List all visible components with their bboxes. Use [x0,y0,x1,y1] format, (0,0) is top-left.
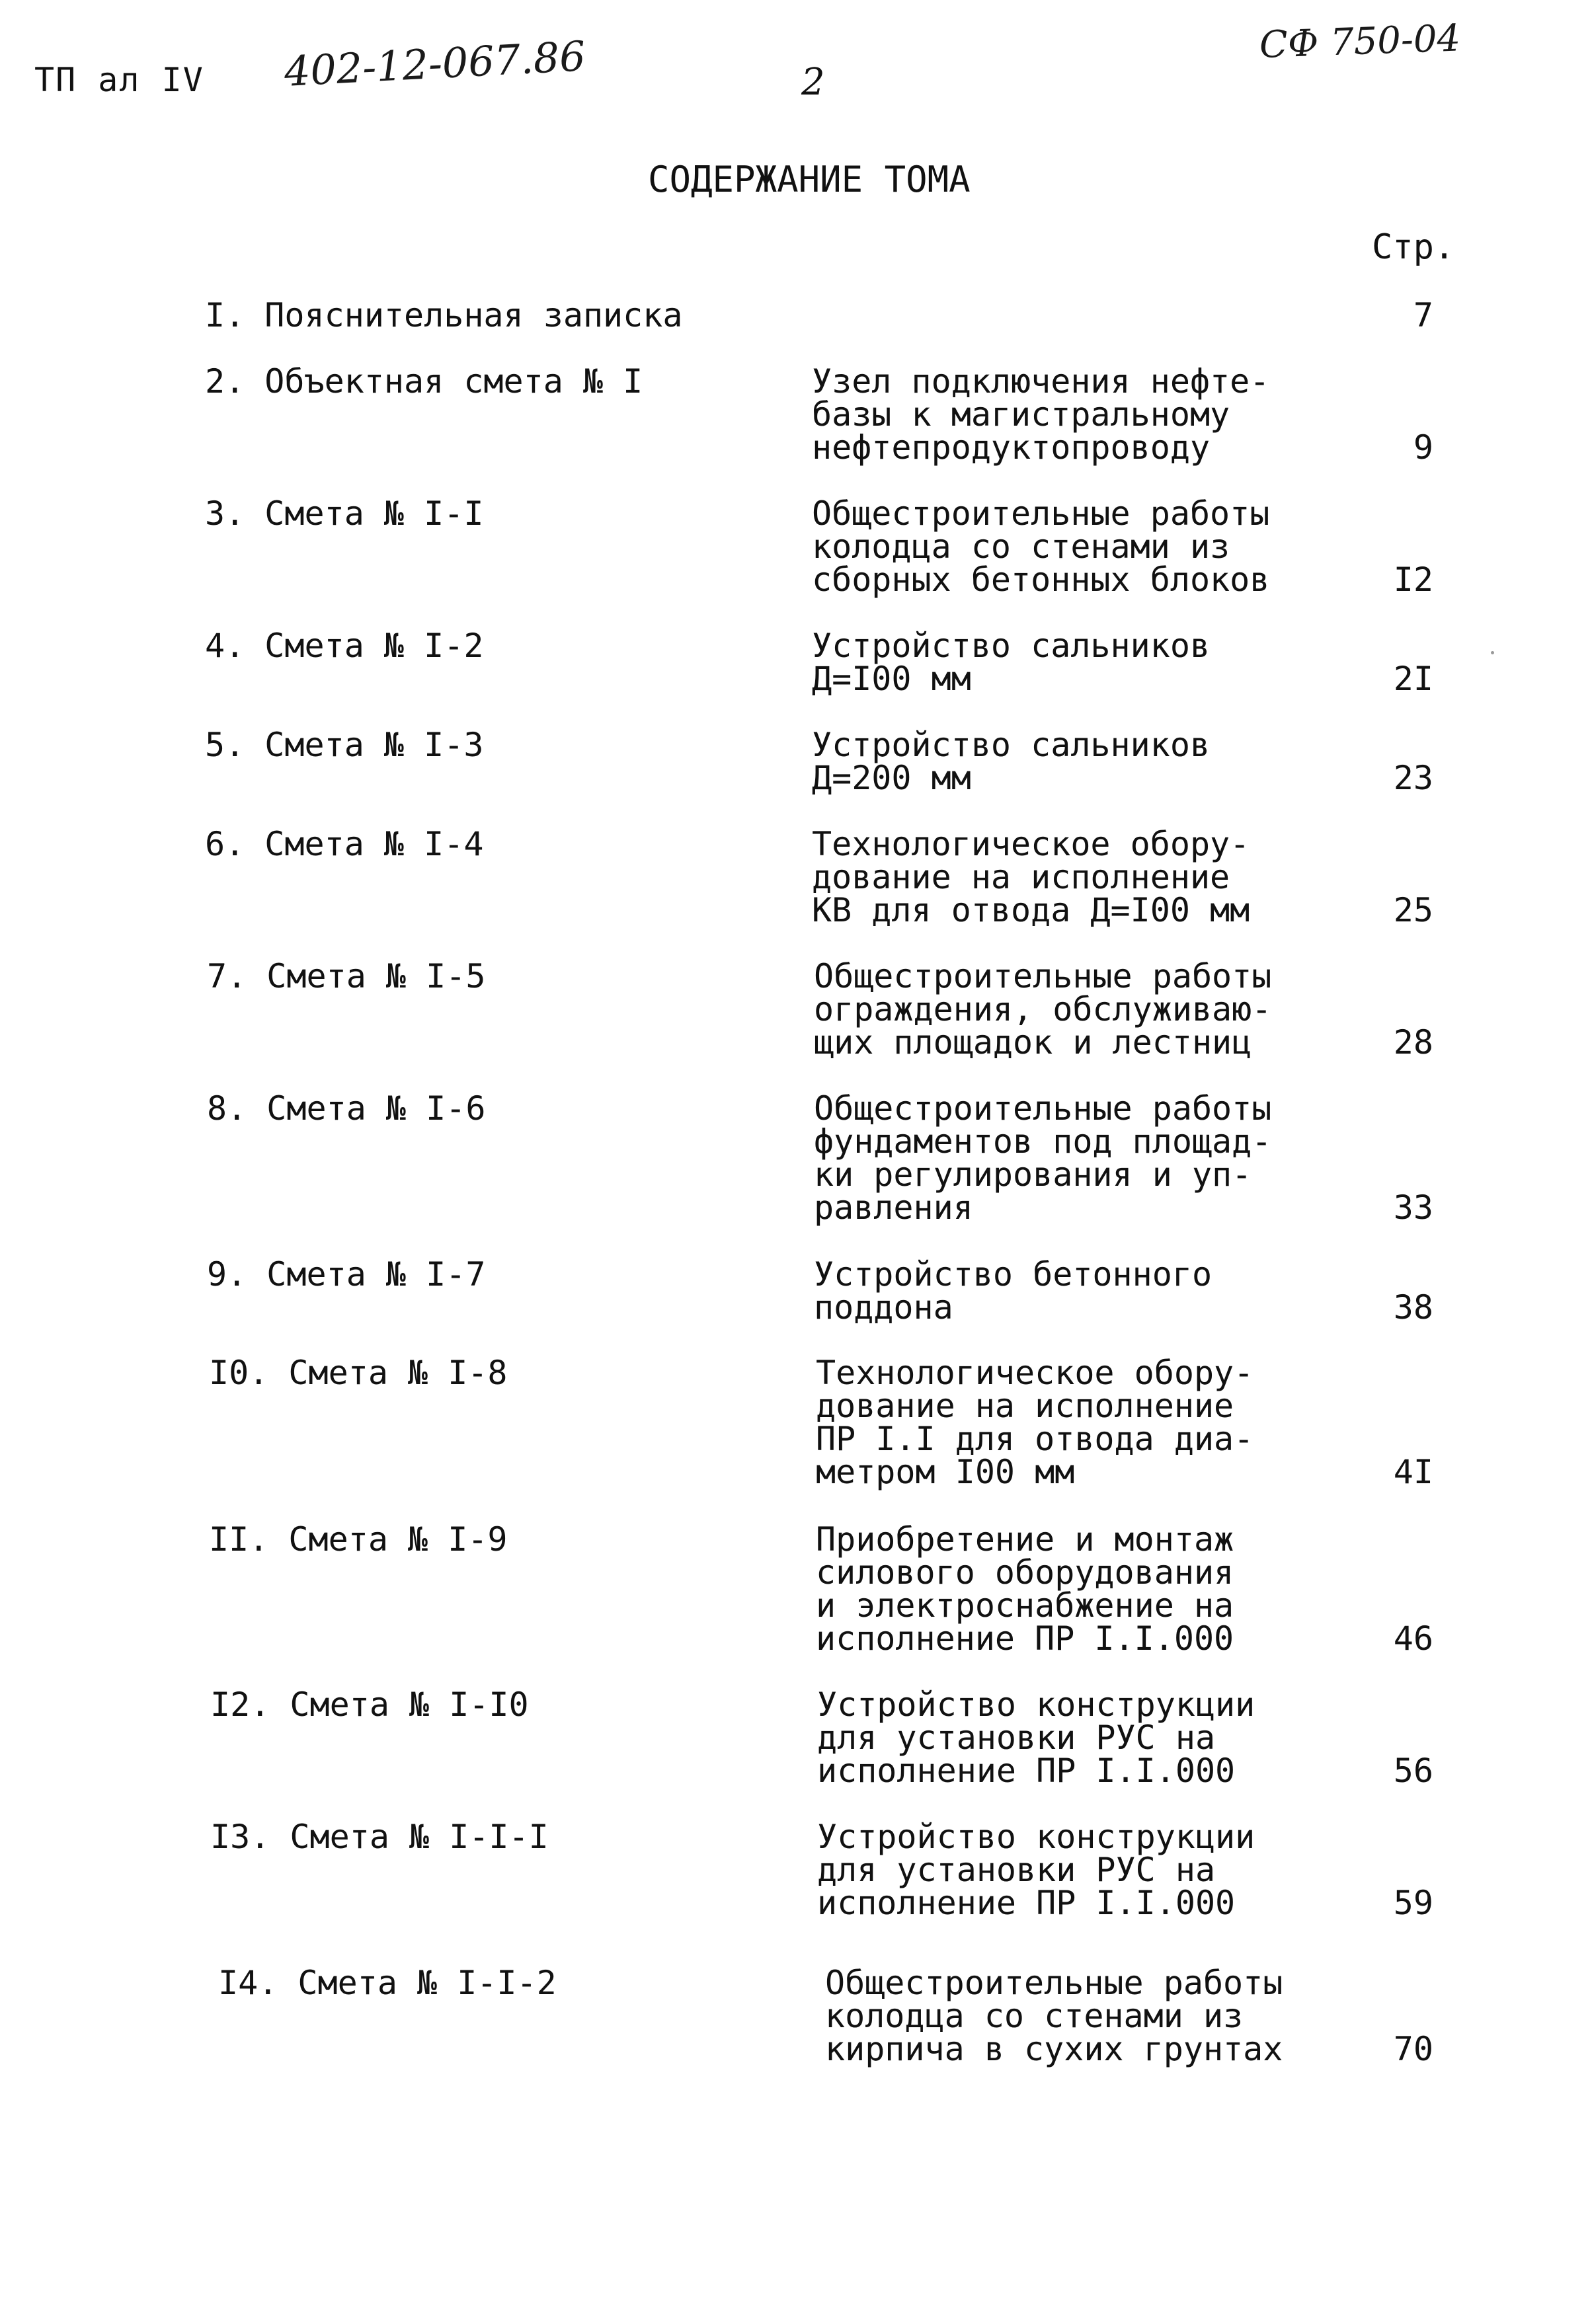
toc-entry-label: I3. Смета № I-I-I [210,1818,549,1856]
description-line: ПР I.I для отвода диа- [816,1420,1254,1458]
description-line: исполнение ПР I.I.000 [817,1752,1236,1790]
toc-entry-page: 46 [1393,1619,1433,1658]
toc-entry-page: 25 [1393,891,1433,929]
description-line: КВ для отвода Д=I00 мм [812,891,1250,929]
toc-entry-description [814,1089,1316,1227]
description-line: кирпича в сухих грунтах [825,2030,1283,2068]
project-number: 402-12-067.86 [283,32,587,96]
toc-entry-label: 3. Смета № I-I [205,494,484,533]
description-line: Д=I00 мм [812,660,971,698]
toc-entry-label: I2. Смета № I-I0 [210,1685,529,1724]
description-line: Технологическое обору- [816,1354,1254,1392]
description-line: Устройство сальников [812,726,1211,764]
toc-entry-description [817,1685,1320,1790]
toc-entry-label: 9. Смета № I-7 [207,1255,486,1294]
toc-entry-page: 7 [1413,296,1433,334]
description-line: для установки РУС на [817,1719,1216,1757]
description-line: колодца со стенами из [812,527,1230,566]
description-line: дование на исполнение [816,1387,1234,1425]
description-line: Устройство конструкции [817,1685,1255,1724]
page-number: 2 [801,61,825,104]
description-line: нефтепродуктопроводу [812,428,1211,467]
toc-entry-description [812,494,1314,599]
toc-entry-description [812,726,1314,797]
toc-entry-label: I. Пояснительная записка [205,296,683,334]
description-line: поддона [814,1288,953,1327]
description-line: Общестроительные работы [814,957,1272,995]
description-line: Устройство сальников [812,627,1211,665]
description-line: равления [814,1188,973,1227]
description-line: исполнение ПР I.I.000 [817,1884,1236,1922]
description-line: Устройство конструкции [817,1818,1255,1856]
toc-entry-page: 70 [1393,2030,1433,2068]
description-line: сборных бетонных блоков [812,561,1270,599]
toc-entry-label: 7. Смета № I-5 [207,957,486,995]
toc-entry-page: 33 [1393,1188,1433,1227]
page-title: СОДЕРЖАНИЕ ТОМА [648,159,971,200]
toc-entry-description [816,1356,1318,1489]
toc-entry-page: 28 [1393,1023,1433,1062]
toc-entry-description [816,1520,1318,1658]
description-line: колодца со стенами из [825,1997,1244,2035]
description-line: Приобретение и монтаж [816,1520,1234,1559]
toc-entry-label: 6. Смета № I-4 [205,825,484,863]
page-column-label: Стр. [1372,227,1455,267]
toc-entry-description [825,1966,1328,2066]
toc-entry-label: 5. Смета № I-3 [205,726,484,764]
description-line: метром I00 мм [816,1453,1075,1491]
toc-entry-label: II. Смета № I-9 [209,1520,508,1559]
description-line: ки регулирования и уп- [814,1155,1252,1194]
description-line: Д=200 мм [812,759,971,797]
description-line: фундаментов под площад- [814,1122,1272,1161]
description-line: базы к магистральному [812,395,1230,434]
toc-entry-page: 59 [1393,1884,1433,1922]
description-line: Технологическое обору- [812,825,1250,863]
description-line: Общестроительные работы [812,494,1270,533]
description-line: Устройство бетонного [814,1255,1213,1294]
description-line: щих площадок и лестниц [814,1023,1252,1062]
toc-entry-label: I4. Смета № I-I-2 [218,1964,557,2002]
description-line: Общестроительные работы [825,1964,1283,2002]
toc-entry-description [812,627,1314,698]
toc-entry-label: I0. Смета № I-8 [209,1354,508,1392]
toc-entry-page: 2I [1393,660,1433,698]
toc-entry-page: 38 [1393,1288,1433,1327]
toc-entry-label: 8. Смета № I-6 [207,1089,486,1128]
description-line: для установки РУС на [817,1851,1216,1889]
description-line: Общестроительные работы [814,1089,1272,1128]
toc-entry-description [814,1255,1316,1327]
toc-entry-page: 56 [1393,1752,1433,1790]
toc-entry-label: 4. Смета № I-2 [205,627,484,665]
description-line: исполнение ПР I.I.000 [816,1619,1234,1658]
document-code: СФ 750-04 [1258,17,1462,67]
description-line: силового оборудования [816,1553,1234,1592]
description-line: и электроснабжение на [816,1586,1234,1625]
series-code: ТП ал IV [34,61,204,99]
scan-speck [1491,651,1494,654]
toc-entry-page: I2 [1393,561,1433,599]
toc-entry-description [812,825,1314,929]
toc-entry-page: 23 [1393,759,1433,797]
description-line: ограждения, обслуживаю- [814,990,1272,1028]
toc-entry-description [814,957,1316,1062]
description-line: дование на исполнение [812,858,1230,896]
toc-entry-description [812,362,1314,467]
toc-entry-label: 2. Объектная смета № I [205,362,643,401]
description-line: Узел подключения нефте- [812,362,1270,401]
toc-entry-page: 9 [1413,428,1433,467]
toc-entry-description [817,1818,1320,1922]
toc-entry-page: 4I [1393,1453,1433,1491]
